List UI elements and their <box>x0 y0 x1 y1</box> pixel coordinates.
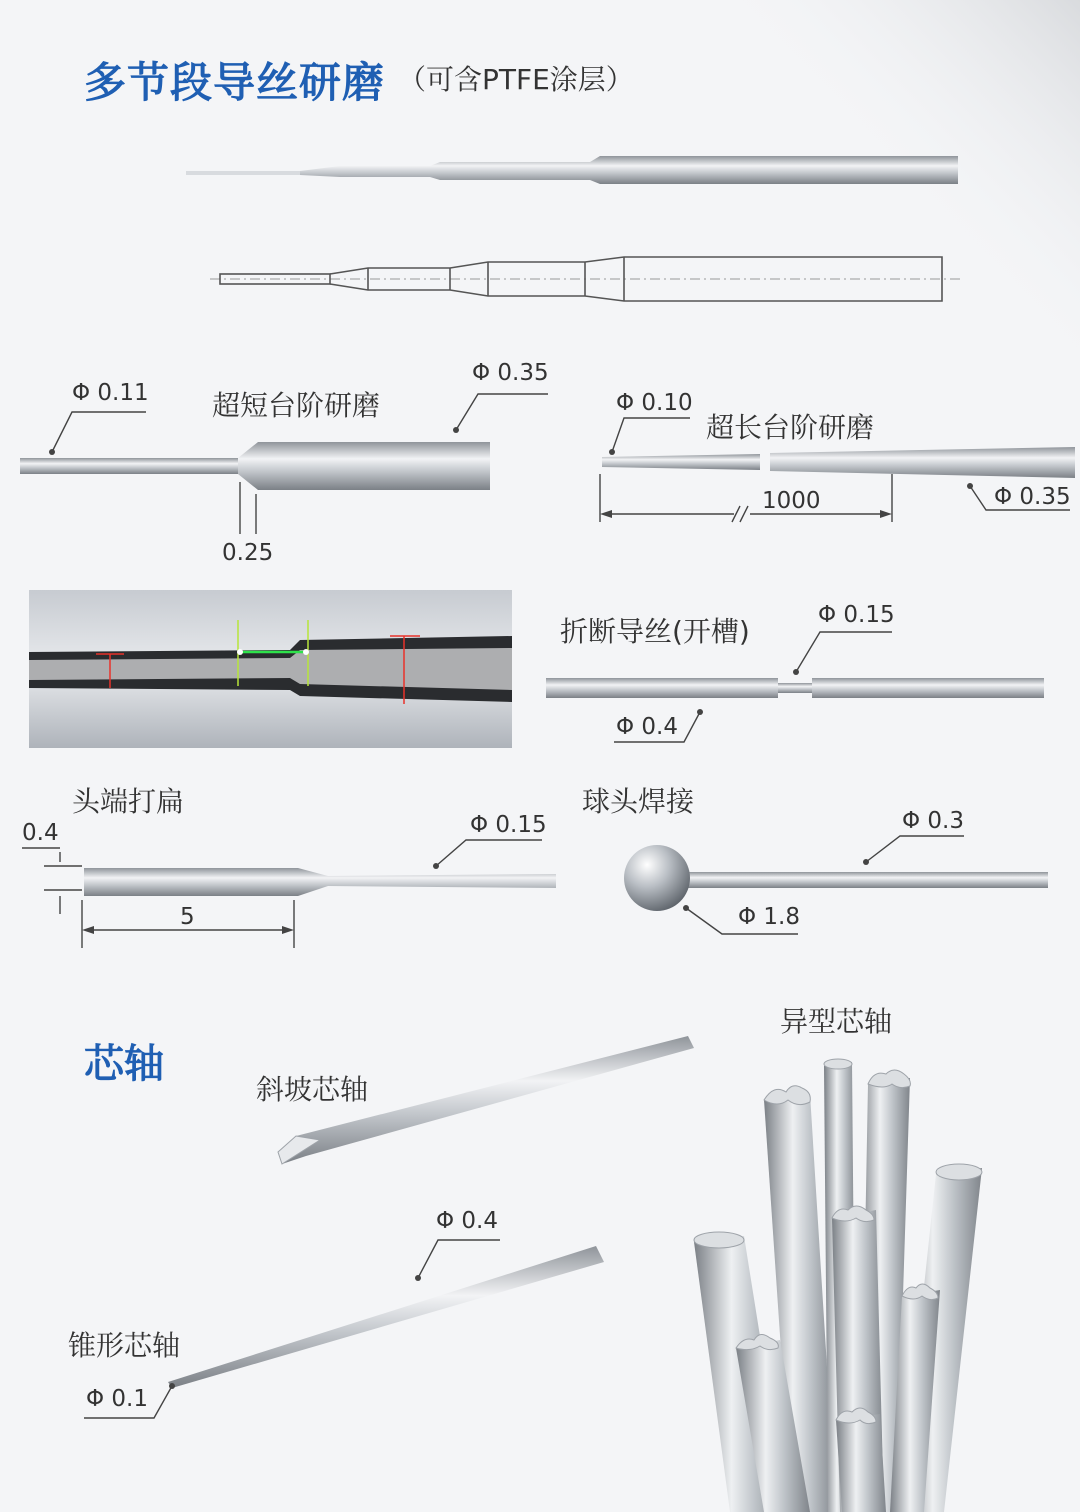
dim-taper-0-4: Φ 0.4 <box>436 1208 498 1234</box>
bevel-mandrel-label: 斜坡芯轴 <box>256 1073 369 1106</box>
dim-length-1000: 1000 <box>762 488 821 514</box>
ultra-short-step-label: 超短台阶研磨 <box>212 389 381 422</box>
dim-thin-0-10: Φ 0.10 <box>616 390 693 416</box>
dim-wire-0-15: Φ 0.15 <box>470 812 547 838</box>
dim-groove-0-15: Φ 0.15 <box>818 602 895 628</box>
dim-ball-1-8: Φ 1.8 <box>738 904 800 930</box>
dim-length-5: 5 <box>180 904 195 930</box>
dim-thin-0-11: Φ 0.11 <box>72 380 149 406</box>
ball-weld-label: 球头焊接 <box>582 785 695 818</box>
dim-taper-0-1: Φ 0.1 <box>86 1386 148 1412</box>
page-title: 多节段导丝研磨 <box>84 58 386 107</box>
flattened-tip-wire <box>22 840 556 948</box>
break-wire-label: 折断导丝(开槽) <box>560 615 750 648</box>
dim-thick-0-35: Φ 0.35 <box>472 360 549 386</box>
profiled-mandrels <box>694 1059 982 1512</box>
micrograph-photo <box>29 590 512 748</box>
mandrel-heading: 芯轴 <box>84 1041 164 1087</box>
dim-thickness-0-4: 0.4 <box>22 820 59 846</box>
dim-wire-0-3: Φ 0.3 <box>902 808 964 834</box>
page-subtitle: （可含PTFE涂层） <box>398 63 634 96</box>
profile-mandrel-label: 异型芯轴 <box>780 1005 893 1038</box>
dim-body-0-4: Φ 0.4 <box>616 714 678 740</box>
ultra-long-step-label: 超长台阶研磨 <box>706 411 875 444</box>
background-shade <box>560 0 1080 420</box>
dim-step-0-25: 0.25 <box>222 540 274 566</box>
taper-mandrel-label: 锥形芯轴 <box>68 1329 181 1362</box>
dim-thick-0-35-long: Φ 0.35 <box>994 484 1071 510</box>
ball-weld-wire <box>624 836 1048 934</box>
flat-tip-label: 头端打扁 <box>72 785 185 818</box>
